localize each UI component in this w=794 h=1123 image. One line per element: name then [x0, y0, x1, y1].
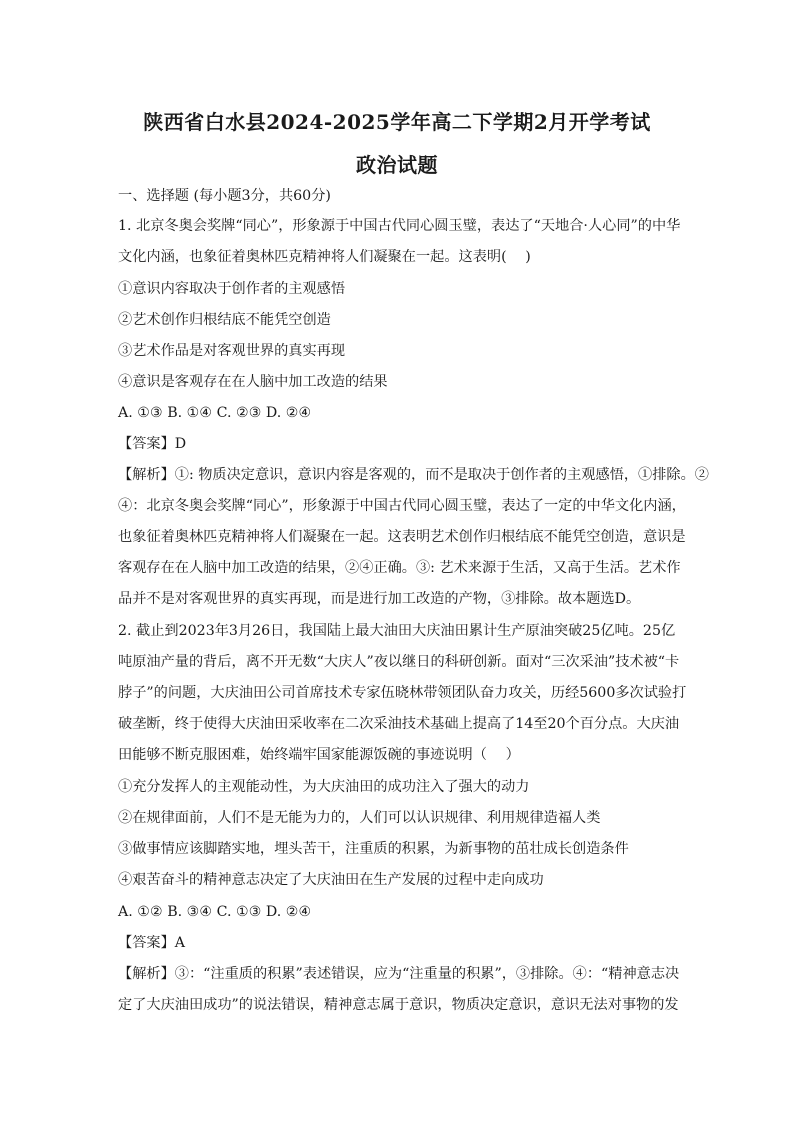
q2-choices: A. ①② B. ③④ C. ①③ D. ②④: [118, 904, 312, 920]
q1-option-3: ③艺术作品是对客观世界的真实再现: [118, 343, 346, 359]
q2-option-1: ①充分发挥人的主观能动性，为大庆油田的成功注入了强大的动力: [118, 779, 530, 795]
q2-option-3: ③做事情应该脚踏实地，埋头苦干，注重质的积累，为新事物的茁壮成长创造条件: [118, 841, 629, 857]
q1-answer: 【答案】D: [118, 436, 187, 452]
q2-stem-line-5: 田能够不断克服困难，始终端牢国家能源饭碗的事迹说明（ ）: [118, 747, 520, 763]
q1-option-1: ①意识内容取决于创作者的主观感悟: [118, 281, 346, 297]
q1-option-2: ②艺术创作归根结底不能凭空创造: [118, 312, 331, 328]
q1-analysis-line-1: 【解析】①: 物质决定意识，意识内容是客观的，而不是取决于创作者的主观感悟，①排除。②: [118, 467, 709, 483]
q2-stem-line-1: 2. 截止到2023年3月26日，我国陆上最大油田大庆油田累计生产原油突破25亿吨。25亿: [118, 623, 676, 639]
q2-analysis-line-1: 【解析】③：“注重质的积累”表述错误，应为“注重量的积累”，③排除。④：“精神意志决: [118, 966, 680, 982]
q2-option-4: ④艰苦奋斗的精神意志决定了大庆油田在生产发展的过程中走向成功: [118, 872, 544, 888]
q2-option-2: ②在规律面前，人们不是无能为力的，人们可以认识规律、利用规律造福人类: [118, 810, 601, 826]
q2-stem-line-4: 破垄断，终于使得大庆油田采收率在二次采油技术基础上提高了14至20个百分点。大庆油: [118, 716, 680, 732]
document-subtitle: 政治试题: [356, 153, 438, 177]
q1-option-4: ④意识是客观存在在人脑中加工改造的结果: [118, 374, 388, 390]
q1-stem-line-2: 文化内涵，也象征着奥林匹克精神将人们凝聚在一起。这表明( ): [118, 249, 531, 265]
q2-answer: 【答案】A: [118, 935, 185, 951]
q1-analysis-line-2: ④：北京冬奥会奖牌“同心”，形象源于中国古代同心圆玉璧，表达了一定的中华文化内涵，: [118, 498, 686, 514]
q1-analysis-line-5: 品并不是对客观世界的真实再现，而是进行加工改造的产物，③排除。故本题选D。: [118, 591, 641, 607]
q1-stem-line-1: 1. 北京冬奥会奖牌“同心”，形象源于中国古代同心圆玉璧，表达了“天地合·人心同”的中华: [118, 218, 681, 234]
document-title: 陕西省白水县2024-2025学年高二下学期2月开学考试: [143, 110, 651, 134]
section-heading: 一、选择题 (每小题3分，共60分): [118, 188, 331, 204]
q2-stem-line-3: 脖子”的问题，大庆油田公司首席技术专家伍晓林带领团队奋力攻关，历经5600多次试验打: [118, 685, 687, 701]
q1-choices: A. ①③ B. ①④ C. ②③ D. ②④: [118, 405, 312, 421]
q2-analysis-line-2: 定了大庆油田成功”的说法错误，精神意志属于意识，物质决定意识，意识无法对事物的发: [118, 997, 679, 1013]
q1-analysis-line-4: 客观存在在人脑中加工改造的结果，②④正确。③: 艺术来源于生活，又高于生活。艺术作: [118, 560, 681, 576]
q1-analysis-line-3: 也象征着奥林匹克精神将人们凝聚在一起。这表明艺术创作归根结底不能凭空创造，意识是: [118, 529, 686, 545]
q2-stem-line-2: 吨原油产量的背后，离不开无数“大庆人”夜以继日的科研创新。面对“三次采油”技术被“卡: [118, 654, 680, 670]
